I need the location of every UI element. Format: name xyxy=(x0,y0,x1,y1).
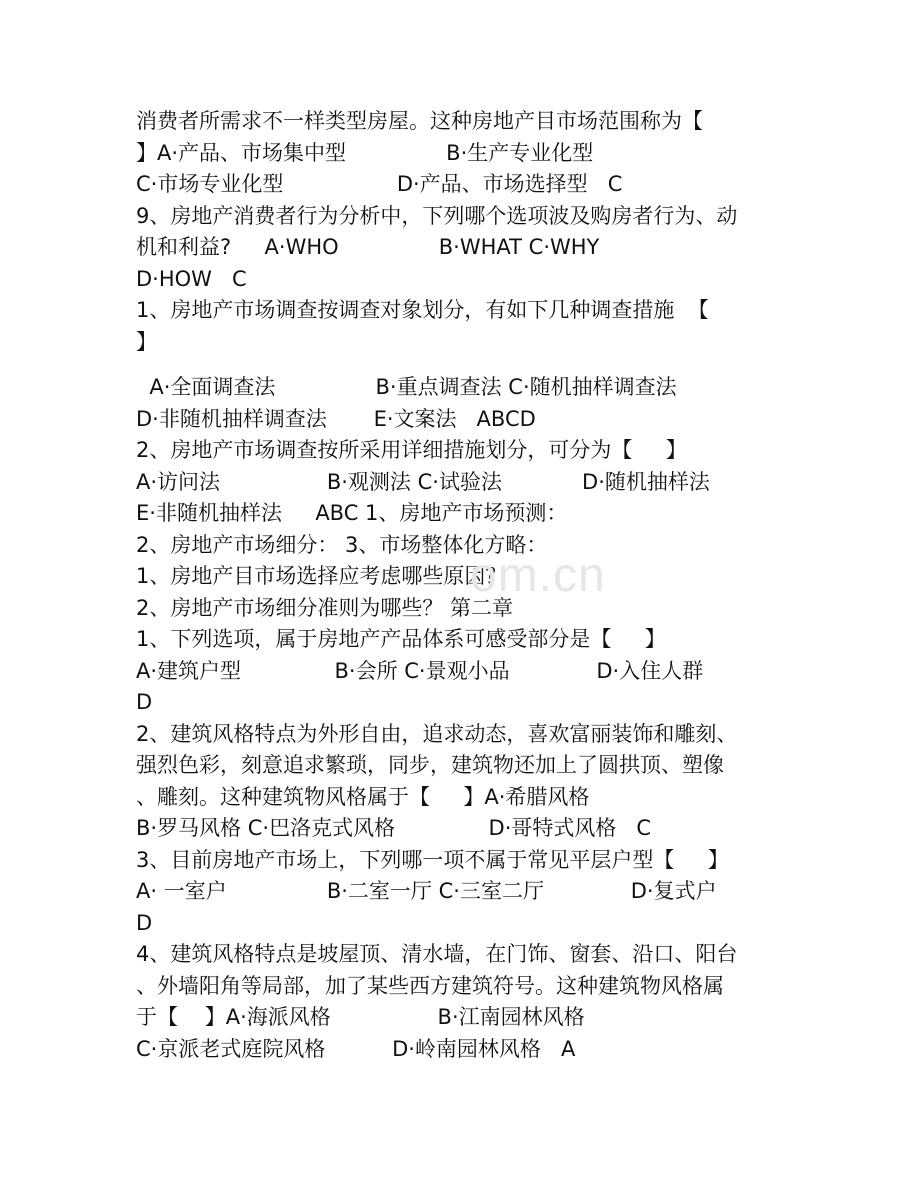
text-line: 于【 】A·海派风格 B·江南园林风格 xyxy=(136,1005,585,1029)
text-line: A·建筑户型 B·会所 C·景观小品 D·入住人群 xyxy=(136,658,704,683)
text-line: 、外墙阳角等局部，加了某些西方建筑符号。这种建筑物风格属 xyxy=(136,973,724,998)
text-line: 2、房地产市场细分准则为哪些？ 第二章 xyxy=(136,595,514,620)
text-line: 1、房地产目市场选择应考虑哪些原因？ xyxy=(136,564,507,588)
text-line: C·京派老式庭院风格 D·岭南园林风格 A xyxy=(136,1036,576,1061)
text-line: A·全面调查法 B·重点调查法 C·随机抽样调查法 xyxy=(136,375,677,399)
text-line: 2、房地产市场调查按所采用详细措施划分，可分为【 】 xyxy=(136,438,687,462)
text-line: D xyxy=(136,910,153,935)
text-line: 机和利益? A·WHO B·WHAT C·WHY xyxy=(136,235,600,259)
text-line: D xyxy=(136,690,153,714)
text-line: 消费者所需求不一样类型房屋。这种房地产目市场范围称为【 xyxy=(136,109,703,133)
text-line: 】A·产品、市场集中型 B·生产专业化型 xyxy=(136,140,594,165)
text-line: D·非随机抽样调查法 E·文案法 ABCD xyxy=(136,406,536,431)
text-line: 、雕刻。这种建筑物风格属于【 】A·希腊风格 xyxy=(136,784,590,809)
text-line: C·市场专业化型 D·产品、市场选择型 C xyxy=(136,172,623,196)
document-body xyxy=(136,106,796,1065)
text-line: B·罗马风格 C·巴洛克式风格 D·哥特式风格 C xyxy=(136,816,652,840)
text-line: A· 一室户 B·二室一厅 C·三室二厅 D·复式户 xyxy=(136,879,717,903)
text-line: 4、建筑风格特点是坡屋顶、清水墙，在门饰、窗套、沿口、阳台 xyxy=(136,942,738,966)
text-line: E·非随机抽样法 ABC 1、房地产市场预测： xyxy=(136,501,568,525)
text-line: 1、下列选项，属于房地产产品体系可感受部分是【 】 xyxy=(136,627,666,651)
text-line: 强烈色彩，刻意追求繁琐，同步，建筑物还加上了圆拱顶、塑像 xyxy=(136,753,724,777)
text-line: 2、房地产市场细分： 3、市场整体化方略： xyxy=(136,532,548,557)
text-line: D·HOW C xyxy=(136,266,247,291)
text-line: 3、目前房地产市场上，下列哪一项不属于常见平层户型【 】 xyxy=(136,847,729,872)
text-line: 】 xyxy=(136,329,157,354)
text-line: 9、房地产消费者行为分析中，下列哪个选项波及购房者行为、动 xyxy=(136,203,738,228)
text-line: A·访问法 B·观测法 C·试验法 D·随机抽样法 xyxy=(136,469,710,494)
text-line: 2、建筑风格特点为外形自由，追求动态，喜欢富丽装饰和雕刻、 xyxy=(136,721,738,746)
watermark: om.cn xyxy=(470,549,606,602)
text-line: 1、房地产市场调查按调查对象划分，有如下几种调查措施 【 xyxy=(136,298,709,322)
